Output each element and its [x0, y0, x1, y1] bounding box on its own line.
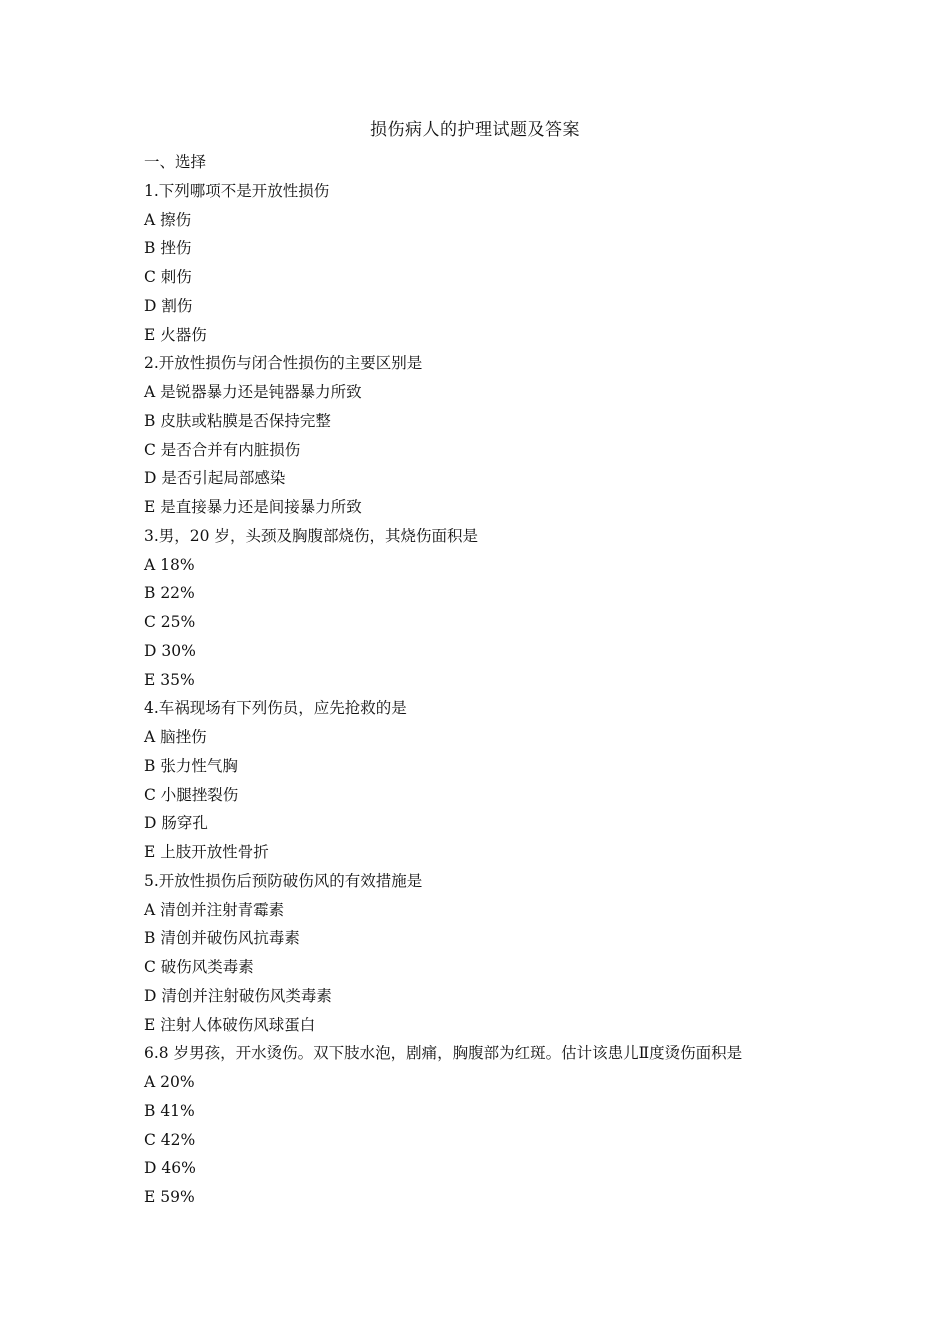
answer-option: C 刺伤: [144, 268, 192, 286]
answer-option: C 小腿挫裂伤: [144, 785, 239, 804]
question-stem: 3.男，20 岁，头颈及胸腹部烧伤，其烧伤面积是: [144, 526, 478, 545]
question-block: [144, 177, 824, 350]
question-block: [144, 694, 824, 867]
answer-option: A 20%: [144, 1073, 195, 1091]
answer-option: B 41%: [144, 1101, 195, 1120]
answer-option: A 清创并注射青霉素: [144, 900, 285, 919]
question-block: [144, 522, 824, 695]
document-title: 损伤病人的护理试题及答案: [370, 120, 580, 140]
question-stem: 6.8 岁男孩，开水烫伤。双下肢水泡，剧痛，胸腹部为红斑。估计该患儿Ⅱ度烫伤面积是: [144, 1044, 743, 1063]
question-stem: 2.开放性损伤与闭合性损伤的主要区别是: [144, 354, 423, 373]
answer-option: D 是否引起局部感染: [144, 469, 286, 488]
document-body: [144, 148, 824, 1212]
question-stem: 1.下列哪项不是开放性损伤: [144, 181, 330, 200]
answer-option: B 挫伤: [144, 239, 192, 258]
answer-option: C 42%: [144, 1130, 196, 1149]
answer-option: D 割伤: [144, 296, 193, 315]
section-heading: 一、选择: [144, 153, 207, 171]
question-stem: 4.车祸现场有下列伤员，应先抢救的是: [144, 699, 407, 718]
question-block: [144, 1039, 824, 1212]
answer-option: C 25%: [144, 613, 196, 631]
answer-option: D 46%: [144, 1159, 196, 1178]
answer-option: E 上肢开放性骨折: [144, 843, 269, 861]
answer-option: A 是锐器暴力还是钝器暴力所致: [144, 383, 362, 401]
answer-option: D 肠穿孔: [144, 814, 208, 833]
question-block: [144, 867, 824, 1040]
question-stem: 5.开放性损伤后预防破伤风的有效措施是: [144, 871, 423, 890]
answer-option: E 火器伤: [144, 325, 207, 344]
question-block: [144, 349, 824, 522]
answer-option: B 张力性气胸: [144, 756, 238, 775]
answer-option: B 清创并破伤风抗毒素: [144, 929, 300, 948]
answer-option: D 清创并注射破伤风类毒素: [144, 986, 332, 1005]
answer-option: C 破伤风类毒素: [144, 958, 254, 976]
answer-option: B 22%: [144, 584, 195, 603]
answer-option: C 是否合并有内脏损伤: [144, 440, 301, 459]
answer-option: A 脑挫伤: [144, 728, 207, 746]
answer-option: E 注射人体破伤风球蛋白: [144, 1015, 316, 1034]
answer-option: B 皮肤或粘膜是否保持完整: [144, 411, 331, 430]
answer-option: D 30%: [144, 641, 196, 660]
answer-option: E 是直接暴力还是间接暴力所致: [144, 498, 362, 516]
answer-option: E 59%: [144, 1188, 195, 1206]
answer-option: A 18%: [144, 555, 195, 574]
answer-option: A 擦伤: [144, 210, 192, 229]
answer-option: E 35%: [144, 670, 195, 689]
